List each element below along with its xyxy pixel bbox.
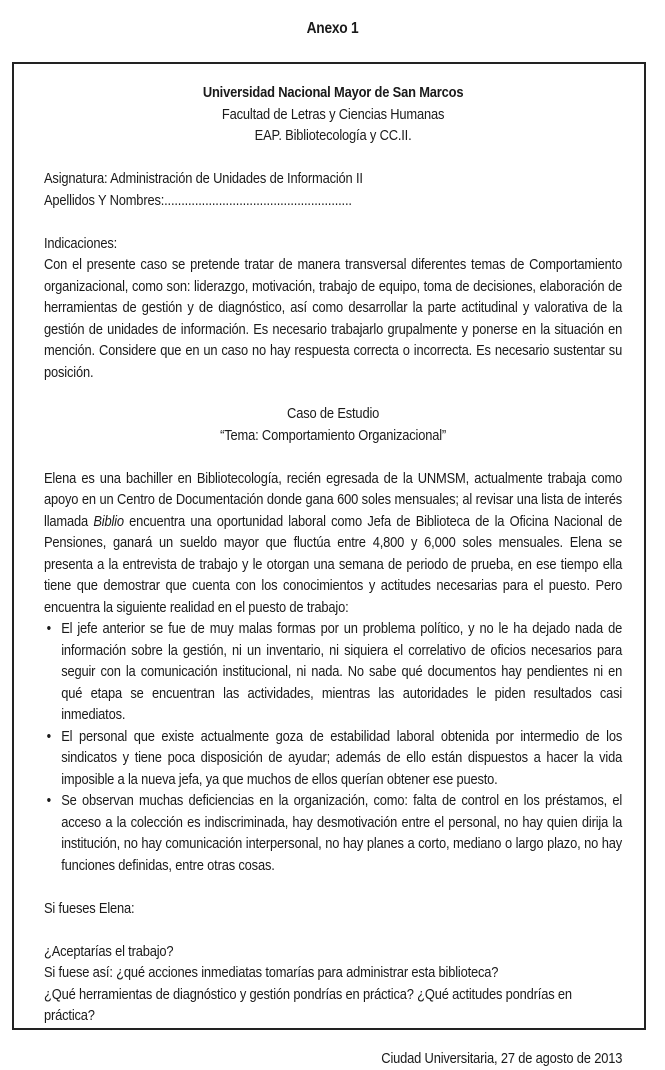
question-item: Si fuese así: ¿qué acciones inmediatas tomarías para administrar esta biblioteca? bbox=[44, 964, 499, 981]
list-item-text: Se observan muchas deficiencias en la organización, como: falta de control en los préstamos, el acceso a la colección es indiscriminada, hay desmotivación entre el personal, no hay quien dirija la institución, no hay comunicación interpersonal, no hay planes a corto, mediano o largo plazo, no hay funciones definidas, entre otras cosas. bbox=[61, 792, 623, 874]
student-info bbox=[44, 168, 622, 211]
case-topic: “Tema: Comportamiento Organizacional” bbox=[220, 426, 446, 444]
case-body bbox=[44, 468, 622, 877]
case-study-frame bbox=[12, 62, 646, 1067]
name-line: Apellidos Y Nombres:....................................................... bbox=[44, 191, 352, 209]
list-item-text: El personal que existe actualmente goza de estabilidad laboral obtenida por intermedio de los sindicatos y tiene poca disposición de ayudar; además de ello están dispuestos a hacer la vida imposible a la nueva jefa, ya que muchos de ellos querían obtener ese puesto. bbox=[61, 727, 623, 788]
questions-section bbox=[44, 898, 622, 1027]
bullet-icon: • bbox=[46, 620, 51, 637]
case-heading: Caso de Estudio bbox=[286, 405, 380, 422]
problems-list bbox=[44, 618, 622, 876]
subject-line: Asignatura: Administración de Unidades de Información II bbox=[44, 170, 363, 187]
instructions-section bbox=[44, 233, 622, 384]
instructions-body: Con el presente caso se pretende tratar de manera transversal diferentes temas de Comportamiento organizacional, como son: liderazgo, motivación, trabajo de equipo, toma de decisiones, elaboración de herramientas de gestión y de diagnóstico, así como desarrollar la parte actitudinal y valorativa de la gestión de unidades de información. Es necesario trabajarlo grupalmente y ponerse en la situación en mención. Considere que en un caso no hay respuesta correcta o incorrecta. Es necesario sustentar su posición. bbox=[44, 256, 623, 381]
list-item bbox=[44, 618, 622, 726]
bullet-icon: • bbox=[46, 792, 51, 809]
faculty-name: Facultad de Letras y Ciencias Humanas bbox=[221, 105, 445, 123]
document-content bbox=[44, 82, 622, 1070]
signoff-block bbox=[44, 1048, 622, 1070]
case-intro-text-2: encuentra una oportunidad laboral como Jefa de Biblioteca de la Oficina Nacional de Pensiones, ganará un sueldo mayor que fluctúa entre 4,800 y 6,000 soles mensuales. Elena se presenta a la entrevista de trabajo y le otorgan una semana de periodo de prueba, en ese tiempo ella tiene que demostrar que cuenta con los conocimientos y actitudes necesarias para el puesto. Pero encuentra la siguiente realidad en el puesto de trabajo: bbox=[44, 512, 623, 616]
case-intro bbox=[44, 468, 622, 619]
case-heading-block bbox=[44, 403, 622, 446]
list-item bbox=[44, 726, 622, 791]
list-item-text: El jefe anterior se fue de muy malas formas por un problema político, y no le ha dejado nada de información sobre la gestión, ni un inventario, ni siquiera el correlativo de oficios necesarios para seguir con la comunicación institucional, ni nada. No sabe qué documentos hay pendientes ni en qué etapa se encuentran las actividades, mientras las autoridades le piden resultados casi inmediatos. bbox=[61, 620, 623, 723]
list-item bbox=[44, 790, 622, 876]
university-name: Universidad Nacional Mayor de San Marcos bbox=[202, 84, 464, 101]
list-name-biblio: Biblio bbox=[93, 512, 124, 530]
bullet-icon: • bbox=[46, 727, 51, 745]
questions-lead: Si fueses Elena: bbox=[44, 899, 135, 917]
annex-title: Anexo 1 bbox=[306, 20, 359, 37]
school-name: EAP. Bibliotecología y CC.II. bbox=[254, 127, 412, 144]
question-item: ¿Aceptarías el trabajo? bbox=[44, 942, 174, 960]
question-item: ¿Qué herramientas de diagnóstico y gestión pondrías en práctica? ¿Qué actitudes pondrías en práctica? bbox=[44, 985, 572, 1024]
place-date: Ciudad Universitaria, 27 de agosto de 2013 bbox=[381, 1050, 622, 1067]
instructions-heading: Indicaciones: bbox=[44, 234, 118, 252]
institution-header bbox=[44, 82, 622, 147]
case-intro-text-1: Elena es una bachiller en Bibliotecología, recién egresada de la UNMSM, actualmente trabaja como apoyo en un Centro de Documentación donde gana 600 soles mensuales; al revisar una lista de interés llamada bbox=[44, 469, 623, 530]
